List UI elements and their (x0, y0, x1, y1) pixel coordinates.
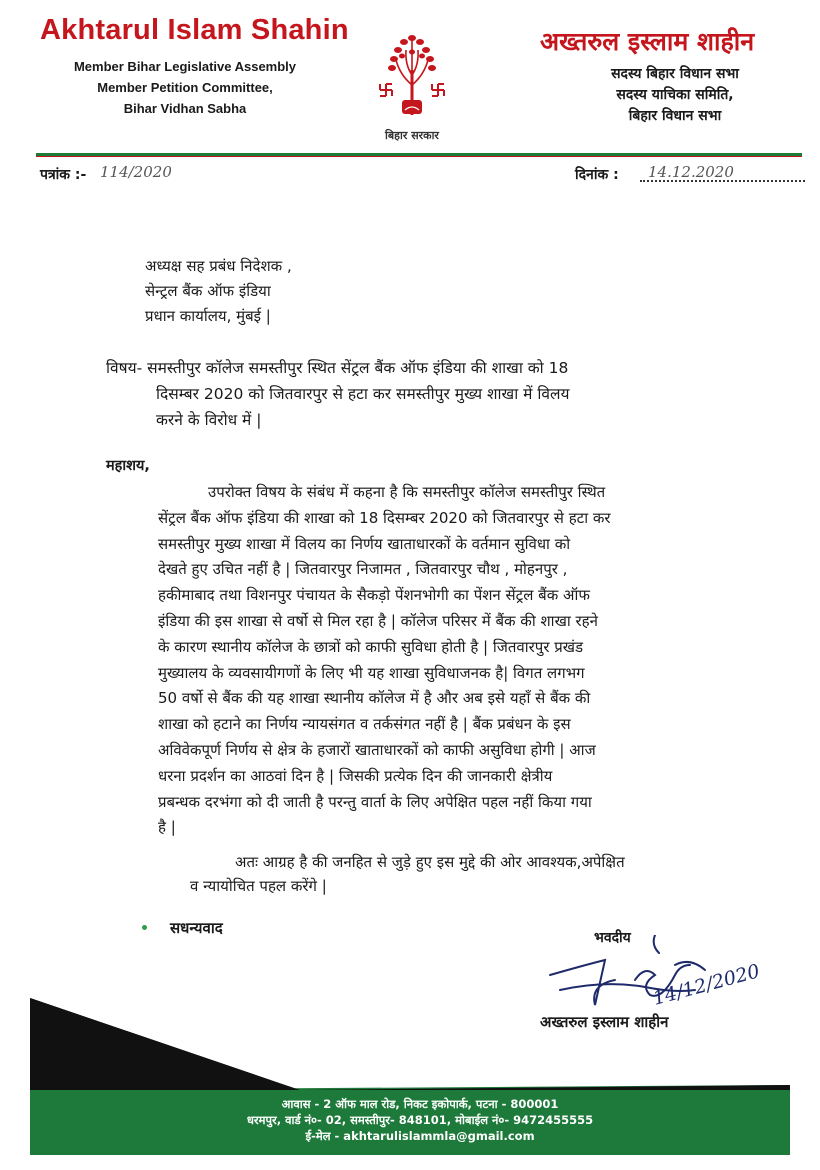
designation-line: सदस्य याचिका समिति, (616, 87, 734, 103)
salutation: महाशय, (106, 458, 150, 474)
addressee-line: सेन्ट्रल बैंक ऑफ इंडिया (145, 282, 271, 300)
bullet-dot (142, 925, 147, 930)
sender-designation-english (40, 56, 330, 119)
addressee-line: प्रधान कार्यालय, मुंबई | (145, 307, 271, 325)
header-divider-accent (36, 156, 802, 157)
body-line: शाखा को हटाने का निर्णय न्यायसंगत व तर्कसंगत नहीं है | बैंक प्रबंधन के इस (158, 715, 571, 734)
body-line: के कारण स्थानीय कॉलेज के छात्रों को काफी सुविधा होती है | जितवारपुर प्रखंड (158, 637, 584, 656)
signature-date: 14/12/2020 (650, 960, 763, 1010)
footer-contact (210, 1096, 630, 1144)
sender-name-hindi: अख्तरुल इस्लाम शाहीन (540, 27, 755, 56)
bihar-emblem-icon (372, 30, 452, 125)
designation-line: Bihar Vidhan Sabha (123, 101, 247, 116)
subject-line: दिसम्बर 2020 को जितवारपुर से हटा कर समस्तीपुर मुख्य शाखा में विलय (156, 385, 570, 403)
closing-line: व न्यायोचित पहल करेंगे | (190, 877, 327, 895)
signatory-name: अख्तरुल इस्लाम शाहीन (540, 1013, 669, 1031)
subject-line: करने के विरोध में | (156, 411, 262, 429)
body-paragraph (158, 480, 758, 841)
emblem-label: बिहार सरकार (385, 129, 439, 142)
footer-email: ई-मेल - akhtarulislammla@gmail.com (305, 1129, 535, 1143)
sender-designation-hindi (560, 64, 790, 127)
valediction: भवदीय (594, 930, 631, 946)
designation-line: Member Petition Committee, (97, 80, 273, 95)
body-line: अविवेकपूर्ण निर्णय से क्षेत्र के हजारों खाताधारकों को काफी असुविधा होगी | आज (158, 740, 596, 759)
sender-name-english: Akhtarul Islam Shahin (40, 14, 349, 46)
addressee-block (145, 254, 292, 329)
date-value: 14.12.2020 (648, 163, 734, 181)
body-line: सेंट्रल बैंक ऑफ इंडिया की शाखा को 18 दिसम्बर 2020 को जितवारपुर से हटा कर (158, 508, 611, 527)
footer-address-line: आवास - 2 ऑफ माल रोड, निकट इकोपार्क, पटना - 800001 (281, 1097, 559, 1111)
body-line: मुख्यालय के व्यवसायीगणों के लिए भी यह शाखा सुविधाजनक है| विगत लगभग (158, 663, 585, 682)
closing-line: अतः आग्रह है की जनहित से जुड़े हुए इस मुद्दे की ओर आवश्यक,अपेक्षित (235, 853, 625, 871)
reference-number: 114/2020 (100, 163, 172, 181)
body-line: देखते हुए उचित नहीं है | जितवारपुर निजामत , जितवारपुर चौथ , मोहनपुर , (158, 560, 568, 579)
body-line: उपरोक्त विषय के संबंध में कहना है कि समस्तीपुर कॉलेज समस्तीपुर स्थित (208, 483, 606, 501)
body-line: समस्तीपुर मुख्य शाखा में विलय का निर्णय खाताधारकों के वर्तमान सुविधा को (158, 534, 571, 553)
body-line: हकीमाबाद तथा विशनपुर पंचायत के सैकड़ो पेंशनभोगी का पेंशन सेंट्रल बैंक ऑफ (158, 586, 590, 605)
footer-address-line: धरमपुर, वार्ड नं०- 02, समस्तीपुर- 848101, मोबाईल नं०- 9472455555 (246, 1113, 594, 1127)
addressee-line: अध्यक्ष सह प्रबंध निदेशक , (145, 257, 292, 275)
designation-line: Member Bihar Legislative Assembly (73, 59, 297, 74)
reference-label: पत्रांक :- (40, 167, 87, 183)
subject-line: विषय- समस्तीपुर कॉलेज समस्तीपुर स्थित सेंट्रल बैंक ऑफ इंडिया की शाखा को 18 (106, 359, 569, 377)
closing-paragraph (190, 850, 625, 898)
body-line: 50 वर्षो से बैंक की यह शाखा स्थानीय कॉलेज में है और अब इसे यहाँ से बैंक की (158, 689, 591, 708)
body-line: प्रबन्धक दरभंगा को दी जाती है परन्तु वार्ता के लिए अपेक्षित पहल नहीं किया गया (158, 792, 592, 811)
body-line: इंडिया की इस शाखा से वर्षो से मिल रहा है | कॉलेज परिसर में बैंक की शाखा रहने (158, 611, 598, 630)
date-label: दिनांक : (575, 167, 619, 183)
body-line: धरना प्रदर्शन का आठवां दिन है | जिसकी प्रत्येक दिन की जानकारी क्षेत्रीय (158, 766, 553, 785)
designation-line: बिहार विधान सभा (628, 108, 722, 124)
body-line: है | (158, 818, 176, 837)
thanks-text: सधन्यवाद (170, 919, 223, 937)
subject-block (106, 355, 570, 433)
designation-line: सदस्य बिहार विधान सभा (611, 66, 739, 82)
